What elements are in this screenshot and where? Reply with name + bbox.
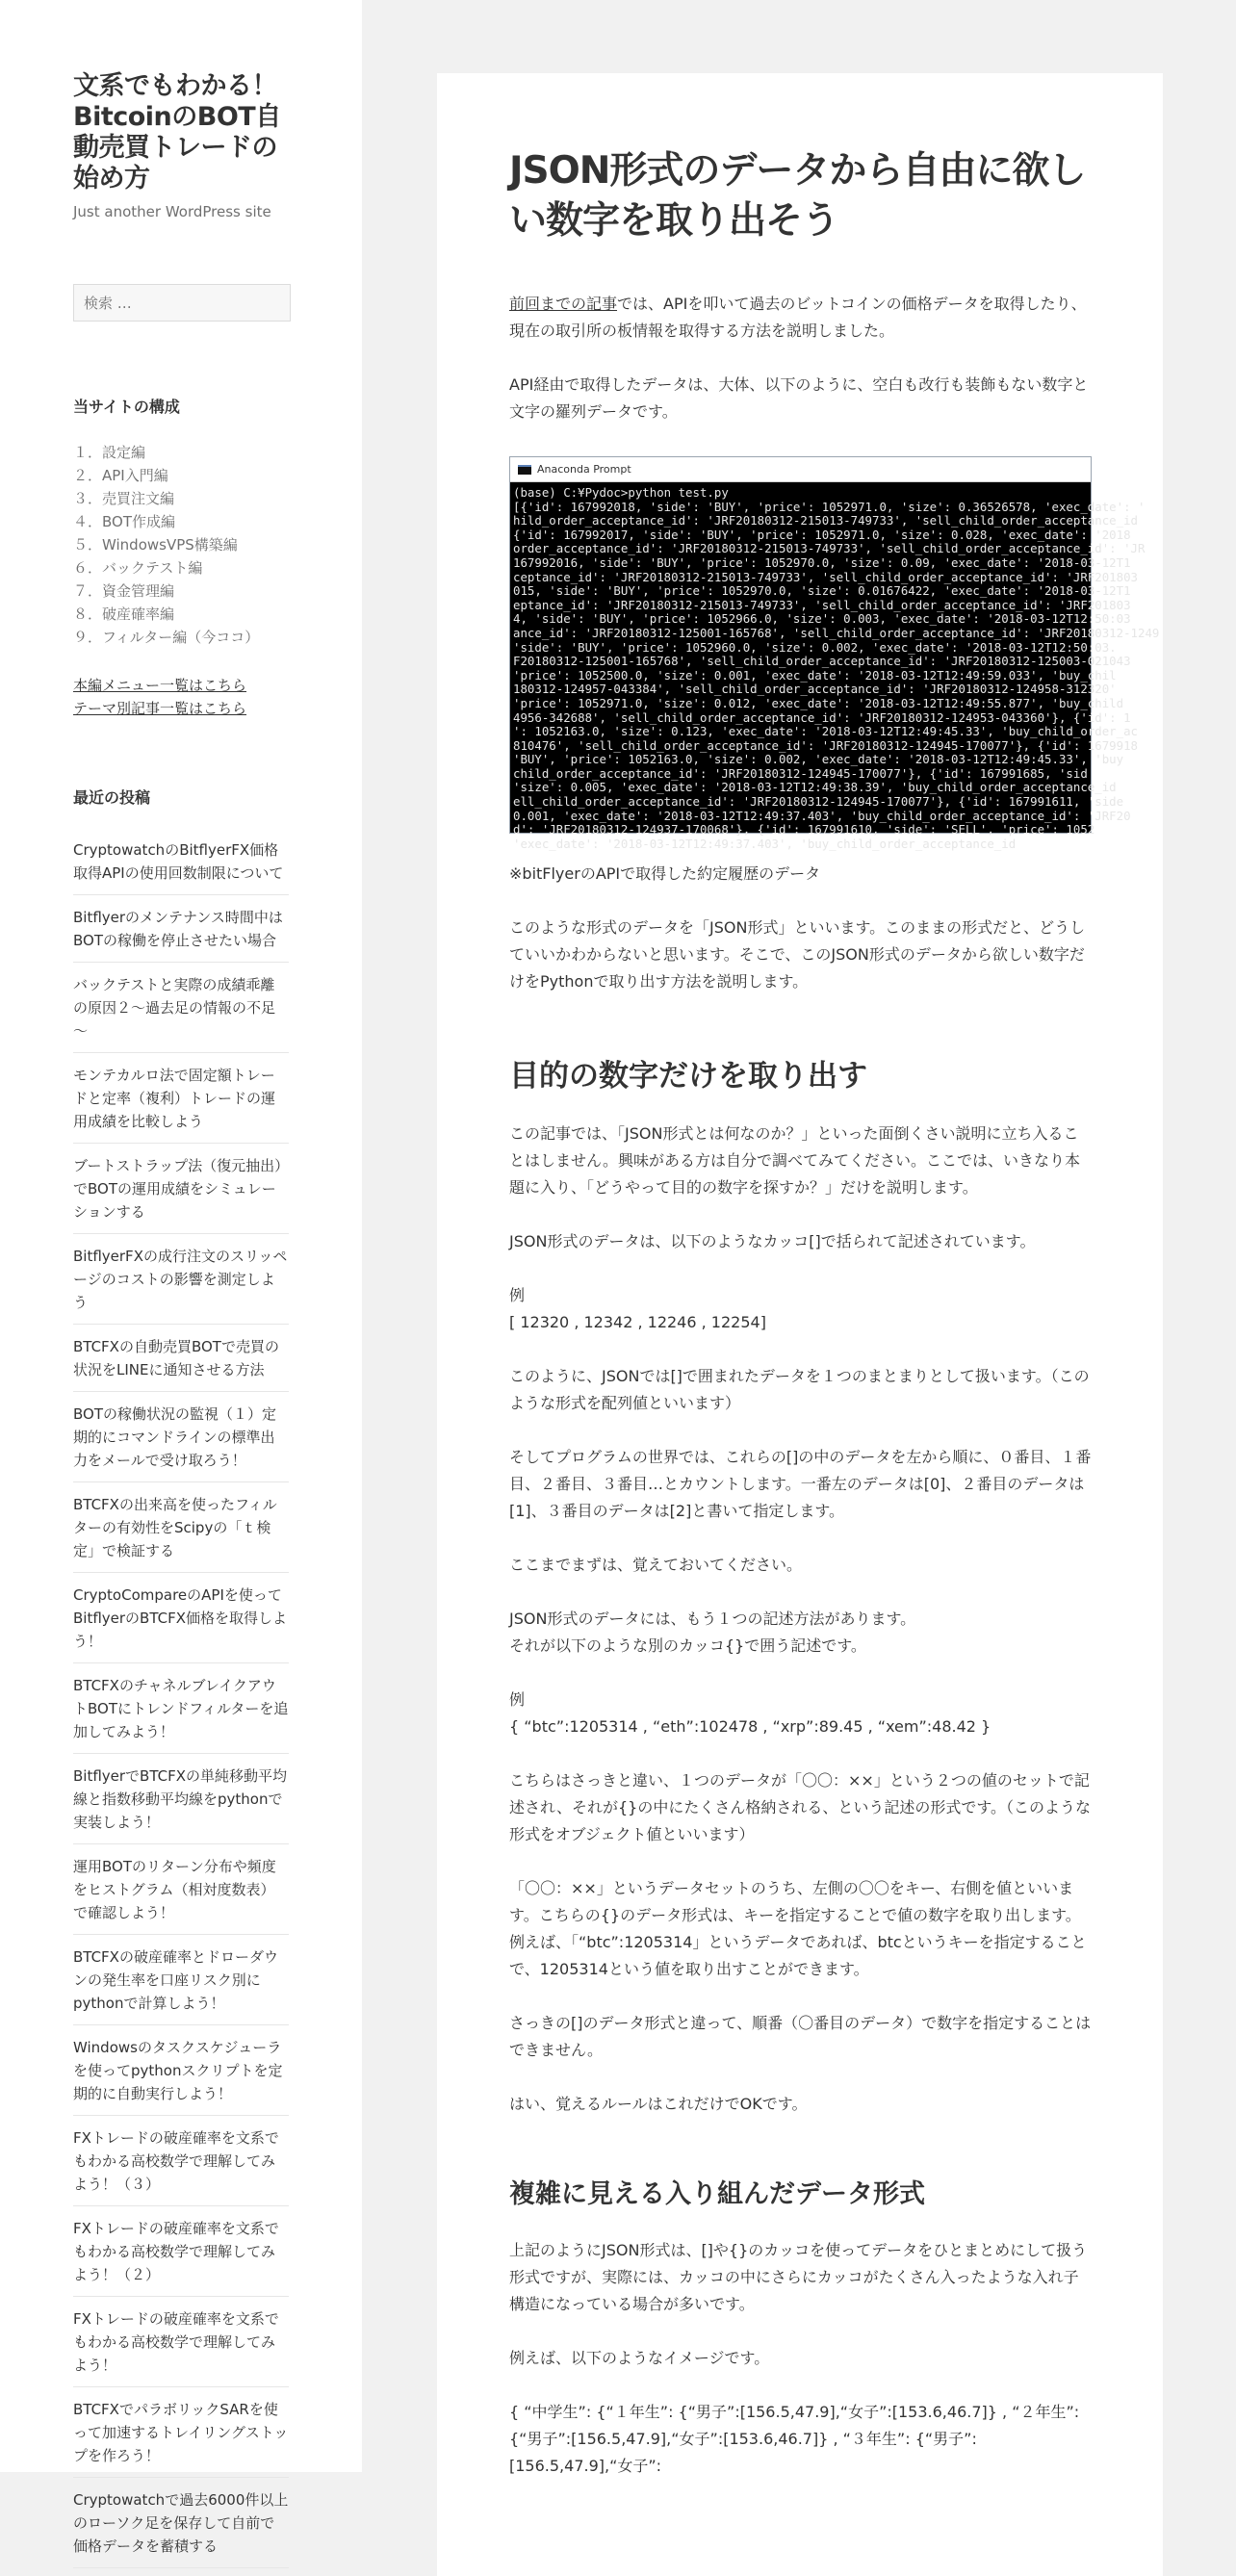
toc-item-backtest[interactable]: ６．バックテスト編 [73,559,203,577]
terminal-icon [518,465,531,475]
terminal-line: ance_id': 'JRF20180312-125001-165768', 'sell_child_order_acceptance_id': 'JRF20180312-1249 [513,625,1160,640]
terminal-line: (base) C:¥Pydoc>python test.py [513,485,729,500]
toc-item-setup[interactable]: １．設定編 [73,444,146,461]
site-description: Just another WordPress site [73,203,271,220]
toc-item-order[interactable]: ３．売買注文編 [73,490,175,507]
terminal-line: [{'id': 167992018, 'side': 'BUY', 'price': 1052971.0, 'size': 0.36526578, 'exec_date': ' [513,499,1146,514]
toc-item-api[interactable]: ２．API入門編 [73,467,168,484]
terminal-line: 015, 'side': 'BUY', 'price': 1052970.0, 'size': 0.01676422, 'exec_date': '2018-03-12T1 [513,583,1131,599]
example-value: { “btc”:1205314 , “eth”:102478 , “xrp”:89.45 , “xem”:48.42 } [509,1717,991,1736]
terminal-line: 'exec_date': '2018-03-12T12:49:37.403', 'buy_child_order_acceptance_id [513,836,1017,851]
article [437,73,1163,2576]
recent-post-item[interactable]: CryptoCompareのAPIを使ってBitflyerのBTCFX価格を取得しよう！ [73,1584,289,1663]
article-paragraph: 上記のようにJSON形式は、[]や{}のカッコを使ってデータをひとまとめにして扱う形式ですが、実際には、カッコの中にさらにカッコがたくさん入ったような入れ子構造になっている場合が多いです。 [509,2241,1088,2313]
terminal-line: 'price': 1052500.0, 'size': 0.001, 'exec_date': '2018-03-12T12:49:59.033', 'buy_chil [513,667,1117,683]
terminal-line: {'id': 167992017, 'side': 'BUY', 'price': 1052971.0, 'size': 0.028, 'exec_date': '2018 [513,527,1131,542]
article-paragraph: このような形式のデータを「JSON形式」といいます。このままの形式だと、どうしていいかわからないと思います。そこで、このJSON形式のデータから欲しい数字だけをPythonで取り出す方法を説明します。 [509,918,1086,991]
toc-list [73,441,289,649]
recent-post-item[interactable]: Bitflyerのメンテナンス時間中はBOTの稼働を停止させたい場合 [73,906,289,963]
terminal-line: 'side': 'BUY', 'price': 1052960.0, 'size': 0.002, 'exec_date': '2018-03-12T12:50:03. [513,639,1117,655]
example-value: [ 12320 , 12342 , 12246 , 12254] [509,1313,766,1331]
recent-post-item[interactable]: 運用BOTのリターン分布や頻度をヒストグラム（相対度数表）で確認しよう！ [73,1855,289,1935]
section-heading: 複雑に見える入り組んだデータ形式 [509,2179,925,2209]
terminal-line: ': 1052163.0, 'size': 0.123, 'exec_date': '2018-03-12T12:49:45.33', 'buy_child_order_ac [513,724,1139,739]
recent-post-item[interactable]: FXトレードの破産確率を文系でもわかる高校数学で理解してみよう！（２） [73,2217,289,2297]
recent-post-item[interactable]: Cryptowatchで過去6000件以上のローソク足を保存して自前で価格データを蓄積する [73,2488,289,2568]
terminal-line: child_order_acceptance_id': 'JRF20180312-124945-170077'}, {'id': 167991685, 'sid [513,765,1088,781]
recent-post-item[interactable]: BitflyerFXの成行注文のスリッページのコストの影響を測定しよう [73,1245,289,1325]
site-title[interactable]: 文系でもわかる！BitcoinのBOT自動売買トレードの始め方 [73,71,281,193]
terminal-line: d': 'JRF20180312-124937-170068'}, {'id': 167991610, 'side': 'SELL', 'price': 1052 [513,822,1095,837]
terminal-screenshot [509,456,1160,851]
terminal-line: ell_child_order_acceptance_id': 'JRF20180312-124945-170077'}, {'id': 167991611, 'side [513,794,1124,810]
recent-post-item[interactable]: BTCFXの破産確率とドローダウンの発生率を口座リスク別にpythonで計算しよう！ [73,1945,289,2025]
terminal-line: 167992016, 'side': 'BUY', 'price': 1052970.0, 'size': 0.09, 'exec_date': '2018-03-12T1 [513,554,1131,570]
menu-links [73,674,289,720]
recent-posts-title: 最近の投稿 [73,788,151,807]
recent-post-item[interactable]: Windowsのタスクスケジューラを使ってpythonスクリプトを定期的に自動実行しよう！ [73,2036,289,2116]
article-paragraph: JSON形式のデータは、以下のようなカッコ[]で括られて記述されています。 [509,1232,1036,1250]
article-title: JSON形式のデータから自由に欲しい数字を取り出そう [509,149,1086,243]
example-label: 例 [509,1286,526,1304]
example-block [509,1687,1092,1740]
toc-item-money[interactable]: ７．資金管理編 [73,582,175,600]
intro-text: では、APIを叩いて過去のビットコインの価格データを取得したり、現在の取引所の板情報を取得する方法を説明しました。 [509,295,1087,340]
toc-item-ruin[interactable]: ８．破産確率編 [73,605,175,623]
terminal-line: F20180312-125001-165768', 'sell_child_order_acceptance_id': 'JRF20180312-125003-021043 [513,654,1131,669]
recent-posts-list [73,838,289,2568]
recent-post-item[interactable]: BTCFXの自動売買BOTで売買の状況をLINEに通知させる方法 [73,1335,289,1392]
terminal-line: ceptance_id': 'JRF20180312-215013-749733', 'sell_child_order_acceptance_id': 'JRF201803 [513,569,1139,584]
terminal-line: 0.001, 'exec_date': '2018-03-12T12:49:37.403', 'buy_child_order_acceptance_id': 'JRF20 [513,808,1131,823]
article-paragraph: API経由で取得したデータは、大体、以下のように、空白も改行も装飾もない数字と文字の羅列データです。 [509,375,1089,421]
article-paragraph: そしてプログラムの世界では、これらの[]の中のデータを左から順に、０番目、１番目、２番目、３番目…とカウントします。一番左のデータは[0]、２番目のデータは[1]、３番目のデータは[2]と書いて指定します。 [509,1448,1092,1520]
paragraph-line: それが以下のような別のカッコ{}で囲う記述です。 [509,1636,866,1655]
article-paragraph: ここまでまずは、覚えておいてください。 [509,1556,803,1574]
theme-articles-link[interactable]: テーマ別記事一覧はこちら [73,700,247,717]
article-paragraph: この記事では、「JSON形式とは何なのか？」といった面倒くさい説明に立ち入ることはしません。興味がある方は自分で調べてみてください。ここでは、いきなり本題に入り、「どうやって目的の数字を探すか？」だけを説明します。 [509,1124,1080,1197]
terminal-line: 4956-342688', 'sell_child_order_acceptance_id': 'JRF20180312-124953-043360'}, {'id': 1 [513,709,1131,725]
terminal-line: 4, 'side': 'BUY', 'price': 1052966.0, 'size': 0.003, 'exec_date': '2018-03-12T12:50:03 [513,611,1131,627]
recent-post-item[interactable]: バックテストと実際の成績乖離の原因２～過去足の情報の不足～ [73,973,289,1053]
toc-widget-title: 当サイトの構成 [73,398,180,416]
recent-post-item[interactable]: FXトレードの破産確率を文系でもわかる高校数学で理解してみよう！（３） [73,2126,289,2206]
article-paragraph: こちらはさっきと違い、１つのデータが「〇〇：××」という２つの値のセットで記述され、それが{}の中にたくさん格納される、という記述の形式です。（このような形式をオブジェクト値といいます） [509,1771,1092,1843]
article-paragraph [509,291,1092,345]
terminal-line: order_acceptance_id': 'JRF20180312-215013-749733', 'sell_child_order_acceptance_id': 'JR [513,541,1146,556]
recent-post-item[interactable]: BTCFXのチャネルブレイクアウトBOTにトレンドフィルターを追加してみよう！ [73,1674,289,1754]
toc-item-bot[interactable]: ４．BOT作成編 [73,513,175,530]
terminal-title-bar [510,457,1091,482]
terminal-line: 'price': 1052971.0, 'size': 0.012, 'exec_date': '2018-03-12T12:49:55.877', 'buy_child [513,695,1124,710]
example-label: 例 [509,1690,526,1709]
recent-post-item[interactable]: FXトレードの破産確率を文系でもわかる高校数学で理解してみよう！ [73,2307,289,2387]
search-input[interactable] [73,284,291,322]
recent-post-item[interactable]: BTCFXでパラボリックSARを使って加速するトレイリングストップを作ろう！ [73,2398,289,2478]
toc-item-filter[interactable]: ９．フィルター編（今ココ） [73,629,260,646]
terminal-line: hild_order_acceptance_id': 'JRF20180312-215013-749733', 'sell_child_order_acceptance_id [513,513,1139,528]
terminal-title: Anaconda Prompt [537,463,631,476]
sidebar [0,0,362,2555]
recent-post-item[interactable]: BitflyerでBTCFXの単純移動平均線と指数移動平均線をpythonで実装しよう！ [73,1765,289,1844]
terminal-line: 180312-124957-043384', 'sell_child_order_acceptance_id': 'JRF20180312-124958-312320' [513,682,1117,697]
recent-post-item[interactable]: モンテカルロ法で固定額トレードと定率（複利）トレードの運用成績を比較しよう [73,1064,289,1144]
terminal-line: eptance_id': 'JRF20180312-215013-749733', 'sell_child_order_acceptance_id': 'JRF201803 [513,597,1131,612]
example-block [509,1282,1092,1336]
image-caption: ※bitFlyerのAPIで取得した約定履歴のデータ [509,864,821,883]
section-heading: 目的の数字だけを取り出す [509,1059,867,1094]
terminal-output [510,482,1160,851]
recent-post-item[interactable]: ブートストラップ法（復元抽出）でBOTの運用成績をシミュレーションする [73,1154,289,1234]
terminal-line: 'BUY', 'price': 1052163.0, 'size': 0.002, 'exec_date': '2018-03-12T12:49:45.33', 'buy [513,752,1124,767]
article-paragraph: 「〇〇：××」というデータセットのうち、左側の〇〇をキー、右側を値といいます。こちらの{}のデータ形式は、キーを指定することで値の数字を取り出します。例えば、「“btc”:1205314」というデータであれば、btcというキーを指定することで、1205314という値を取り出すことができます。 [509,1879,1087,1978]
paragraph-line: JSON形式のデータには、もう１つの記述方法があります。 [509,1610,916,1628]
recent-post-item[interactable]: BOTの稼働状況の監視（１）定期的にコマンドラインの標準出力をメールで受け取ろう！ [73,1403,289,1482]
article-paragraph: はい、覚えるルールはこれだけでOKです。 [509,2095,808,2113]
terminal-line: 810476', 'sell_child_order_acceptance_id': 'JRF20180312-124945-170077'}, {'id': 1679918 [513,737,1139,753]
toc-item-vps[interactable]: ５．WindowsVPS構築編 [73,536,238,554]
previous-articles-link[interactable]: 前回までの記事 [509,295,618,313]
article-paragraph: { “中学生”: {“１年生”: {“男子”:[156.5,47.9],“女子”:[153.6,46.7]} , “２年生”: {“男子”:[156.5,47.9],“女子”:[153.6,46.7]} , “３年生”: {“男子”:[156.5,47.9],“女子”: [509,2403,1080,2475]
main-menu-link[interactable]: 本編メニュー一覧はこちら [73,677,247,694]
terminal-line: 'size': 0.005, 'exec_date': '2018-03-12T12:49:38.39', 'buy_child_order_acceptance_id [513,780,1117,795]
recent-post-item[interactable]: BTCFXの出来高を使ったフィルターの有効性をScipyの「ｔ検定」で検証する [73,1493,289,1573]
article-paragraph [509,1606,1092,1660]
article-paragraph: 例えば、以下のようなイメージです。 [509,2349,770,2367]
article-paragraph: このように、JSONでは[]で囲まれたデータを１つのまとまりとして扱います。（このような形式を配列値といいます） [509,1367,1090,1412]
article-paragraph: さっきの[]のデータ形式と違って、順番（〇番目のデータ）で数字を指定することはできません。 [509,2014,1092,2059]
recent-post-item[interactable]: CryptowatchのBitflyerFX価格取得APIの使用回数制限について [73,838,289,895]
